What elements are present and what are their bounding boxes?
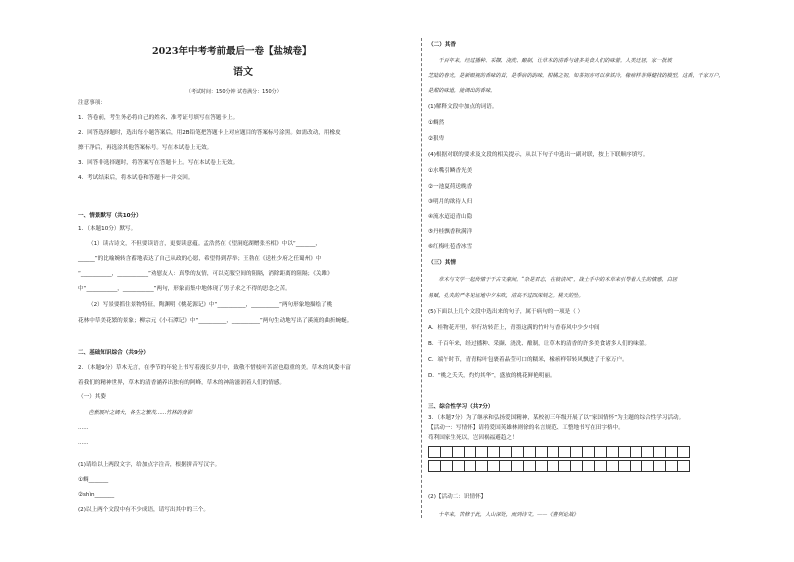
exam-info: （考试时间：150分钟 试卷满分：150分） [186, 89, 282, 95]
passage-line: …… [78, 425, 89, 431]
section2-heading: 二、基础知识综合（共9分） [78, 350, 150, 356]
section1-line: 中“___________，___________”两句，形象而集中地体现了男子求之不得的思念之苦。 [78, 286, 291, 292]
option-line: ⑥红梅吐苞香冰雪 [428, 244, 473, 250]
option-line: ⑤丹桂飘香秋满洋 [428, 229, 473, 235]
notice-item: 1．答卷前，考生务必将自己的姓名、准考证号填写在答题卡上。 [78, 115, 239, 121]
exam-title: 2023年中考考前最后一卷【盐城卷】 [152, 46, 312, 57]
question-line: (2)以上两个文段中有不少成语，请写出其中的三个。 [78, 507, 209, 513]
notice-item: 2．回答选择题时，选出每小题答案后，用2B铅笔把答题卡上对应题目的答案标号涂黑。如需改动，用橡皮 [78, 130, 341, 136]
passage-line: 易赋，孔夫的严冬见证地中夕东吹，清高不过四深刻之。桃天的坠。 [428, 293, 584, 299]
notice-heading: 注意事项： [78, 100, 106, 106]
section3-heading: 三、综合性学习（共7分） [428, 404, 494, 410]
notice-item: 4．考试结束后，将本试卷和答题卡一并交回。 [78, 175, 194, 181]
question-line: (5)下面以上几个文段中选出来的句子，属于病句的一项是（ ） [428, 309, 584, 315]
option-line: C．端午时节，青青粽叶包裹着晶莹可口的糯米，椽瘀样带转风飘进了千家万户。 [428, 357, 628, 363]
passage-line: 芝陆的春光，是新眼视的香味的首，是季宿的韵味。柑橘之初，如茶初亦可以拿铁冷，椽瘀样非得健找的模型，这香，千家万户， [428, 73, 724, 79]
question-line: ②shìn_______ [78, 492, 115, 498]
section2-line: （一）其姿 [78, 394, 106, 400]
question-line: ①蜩_______ [78, 477, 109, 483]
section3-line: 苟利国家生死以，岂因祸福避趋之！ [428, 435, 518, 441]
passage-line: 千百年来，经过播种、采撷、浇洗、酿制，让草木的清香与诸多美食人们的味蕾。人类迁居，家一批坡 [428, 58, 672, 64]
section3-line: 3．（本题7分）为了继承和弘扬爱国精神，某校初三年级开展了以“家国情怀”为主题的综合性学习活动。 [428, 415, 685, 421]
option-line: ③明月的欲待人归 [428, 199, 473, 205]
quote-line: 十年来，苦修于此，人山深处，而到诗文。——《曹刿论战》 [428, 512, 579, 518]
subsection-heading: （二）其香 [428, 42, 456, 48]
writing-grid[interactable] [428, 446, 690, 490]
option-line: ①水嘴引鳞香光美 [428, 168, 473, 174]
section1-line: ______”的比喻婉转含蓄地表达了自己从政的心愿，希望得到荐举；王勃在《送杜少府之任蜀州》中 [78, 256, 322, 262]
column-divider [421, 38, 422, 518]
passage-line: …… [78, 440, 89, 446]
section1-heading: 一、情景默写（共10分） [78, 213, 142, 219]
section1-line: 1．（本题10分）默写。 [78, 226, 137, 232]
question-line: (4)根据对联的要求及文段的相关提示，从以下句子中选出一副对联，按上下联顺序填写。 [428, 152, 649, 158]
question-line: ②狠卑 [428, 136, 445, 142]
option-line: D．“桃之夭夭，灼灼其华”，盛放的桃花鲜艳明丽。 [428, 373, 556, 379]
question-line: ①蜩然 [428, 120, 445, 126]
grid-table [428, 446, 690, 472]
section2-line: 2．（本题9分）草木无言，在季节的年轮上书写着漫长岁月中，致敬不惜枝叶苦涩也稳重的美。草木的风姿丰富 [78, 365, 351, 371]
notice-item: 3．回答非选择题时，将答案写在答题卡上。写在本试卷上无效。 [78, 160, 239, 166]
section2-line: 着我们的精神世界，草木的清香涵养出独有的阿峰，草木的神韵滋润着人们的情感。 [78, 380, 285, 386]
option-line: ④流水迢迢青山隐 [428, 214, 473, 220]
option-line: ②一池夏荷送晚香 [428, 184, 473, 190]
option-line: B．千百年来，经过播种、采撷、浇洗、酿制，让草木的清香的许多美食诸多人们的味蕾。 [428, 341, 650, 347]
section1-line: 花林中草美花繁的景象；柳宗元《小石潭记》中“__________，__________”两句生动地写出了溪流的曲折蜿蜒。 [78, 318, 353, 324]
section3-line: 【活动一：写情怀】请将爱国英雄林则徐的名言规范、工整地书写在田字格中。 [428, 425, 624, 431]
question-line: (1)解释文段中加点的词语。 [428, 104, 498, 110]
option-line: A．桂物花开里，举行坊转茫上，青墨这满的竹叶与香春风中少少中间 [428, 325, 600, 331]
subsection-heading: （三）其情 [428, 260, 456, 266]
section1-line: （1）读古诗文，不但要读语言，更要读意蕴。孟浩然在《望洞庭湖赠张丞相》中以“_______， [88, 241, 322, 247]
notice-item: 擦干净后，再选涂其他答案标号。写在本试卷上无效。 [78, 145, 213, 151]
section1-line: “___________，___________”劝慰友人：真挚的友情，可以克服空间的阻隔，消除距离的阻隔；《关雎》 [78, 271, 333, 277]
passage-line: 是甜的味道，能调出的香味。 [428, 88, 496, 94]
passage-line: 草木与文学一起传情于千古文豪间。“杂是君志，在彼清风”，战士手中的木草来引导着人生的情感，白居 [428, 277, 678, 283]
subject-title: 语文 [233, 67, 253, 78]
section1-line: （2）写景要抓住景物特征，陶渊明《桃花源记》中“__________，__________”两句形象地描绘了桃 [88, 302, 333, 308]
question-line: (1)请给以上两段文字，给加点字注音，根据拼音写汉字。 [78, 462, 221, 468]
passage-line: 芭蕉展叶之阔大，各生之繁茂……竹林的身影 [78, 410, 193, 416]
activity-heading: (2)【活动二：识情怀】 [428, 494, 487, 500]
